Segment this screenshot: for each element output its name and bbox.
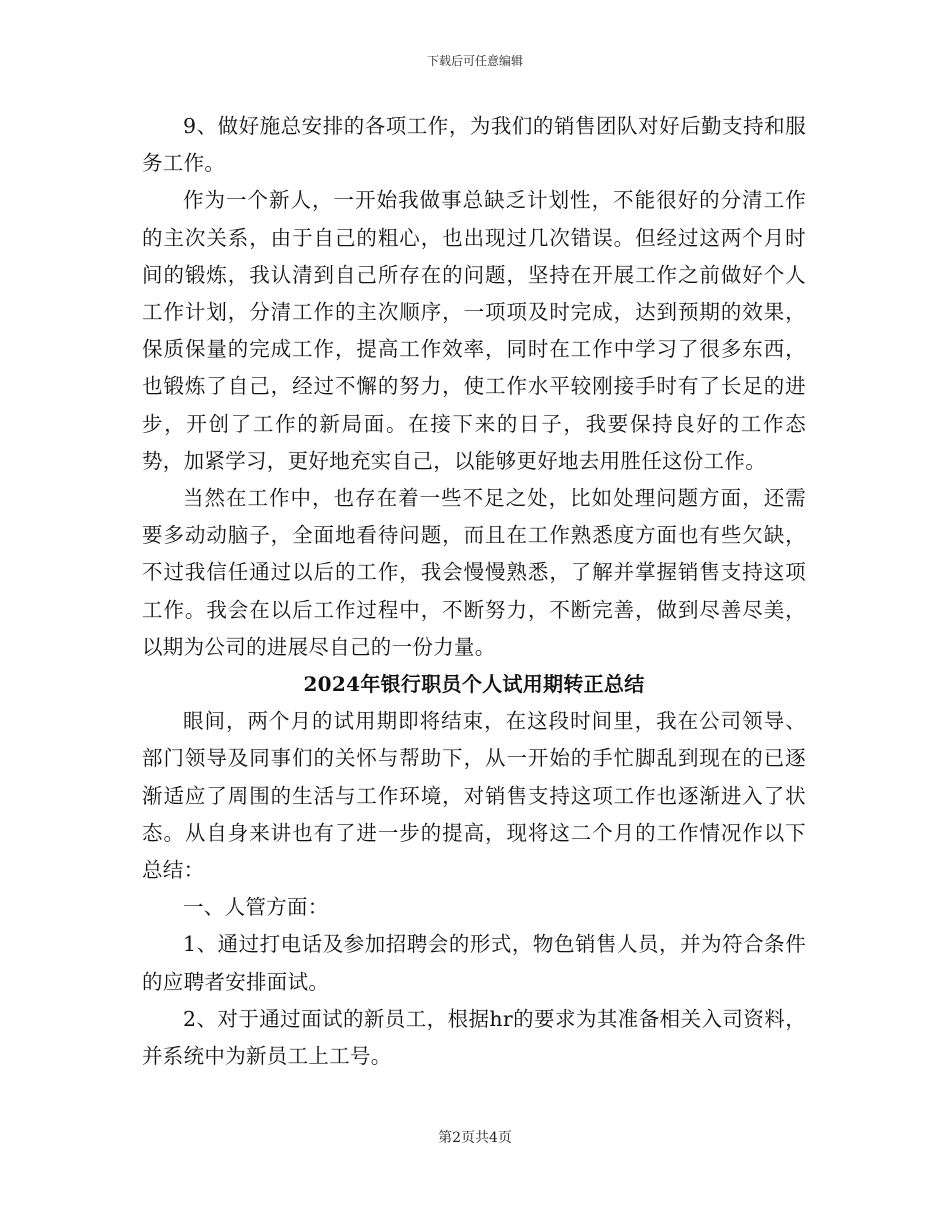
paragraph-intro: 眼间，两个月的试用期即将结束，在这段时间里，我在公司领导、部门领导及同事们的关怀与帮助下，从一开始的手忙脚乱到现在的已逐渐适应了周围的生活与工作环境，对销售支持这项工作也逐渐进入了状态。从自身来讲也有了进一步的提高，现将这二个月的工作情况作以下总结： <box>142 709 806 883</box>
paragraph-newcomer-reflection: 作为一个新人，一开始我做事总缺乏计划性，不能很好的分清工作的主次关系，由于自己的粗心，也出现过几次错误。但经过这两个月时间的锻炼，我认清到自己所存在的问题，坚持在开展工作之前做好个人工作计划，分清工作的主次顺序，一项项及时完成，达到预期的效果，保质保量的完成工作，提高工作效率，同时在工作中学习了很多东西，也锻炼了自己，经过不懈的努力，使工作水平较刚接手时有了长足的进步，开创了工作的新局面。在接下来的日子，我要保持良好的工作态势，加紧学习，更好地充实自己，以能够更好地去用胜任这份工作。 <box>142 188 806 473</box>
paragraph-shortcomings: 当然在工作中，也存在着一些不足之处，比如处理问题方面，还需要多动动脑子，全面地看待问题，而且在工作熟悉度方面也有些欠缺，不过我信任通过以后的工作，我会慢慢熟悉，了解并掌握销售支持这项工作。我会在以后工作过程中，不断努力，不断完善，做到尽善尽美，以期为公司的进展尽自己的一份力量。 <box>142 486 806 659</box>
paragraph-hr-heading: 一、人管方面： <box>183 895 329 920</box>
paragraph-hr-item-2: 2、对于通过面试的新员工，根据hr的要求为其准备相关入司资料，并系统中为新员工上工号。 <box>142 1006 806 1069</box>
section-title: 2024年银行职员个人试用期转正总结 <box>303 672 645 697</box>
page-header: 下载后可任意编辑 <box>426 54 523 68</box>
paragraph-task-9: 9、做好施总安排的各项工作，为我们的销售团队对好后勤支持和服务工作。 <box>142 114 806 176</box>
page-footer: 第2页共4页 <box>438 1130 512 1146</box>
paragraph-hr-item-1: 1、通过打电话及参加招聘会的形式，物色销售人员，并为符合条件的应聘者安排面试。 <box>142 932 806 994</box>
document-body <box>142 108 806 1075</box>
